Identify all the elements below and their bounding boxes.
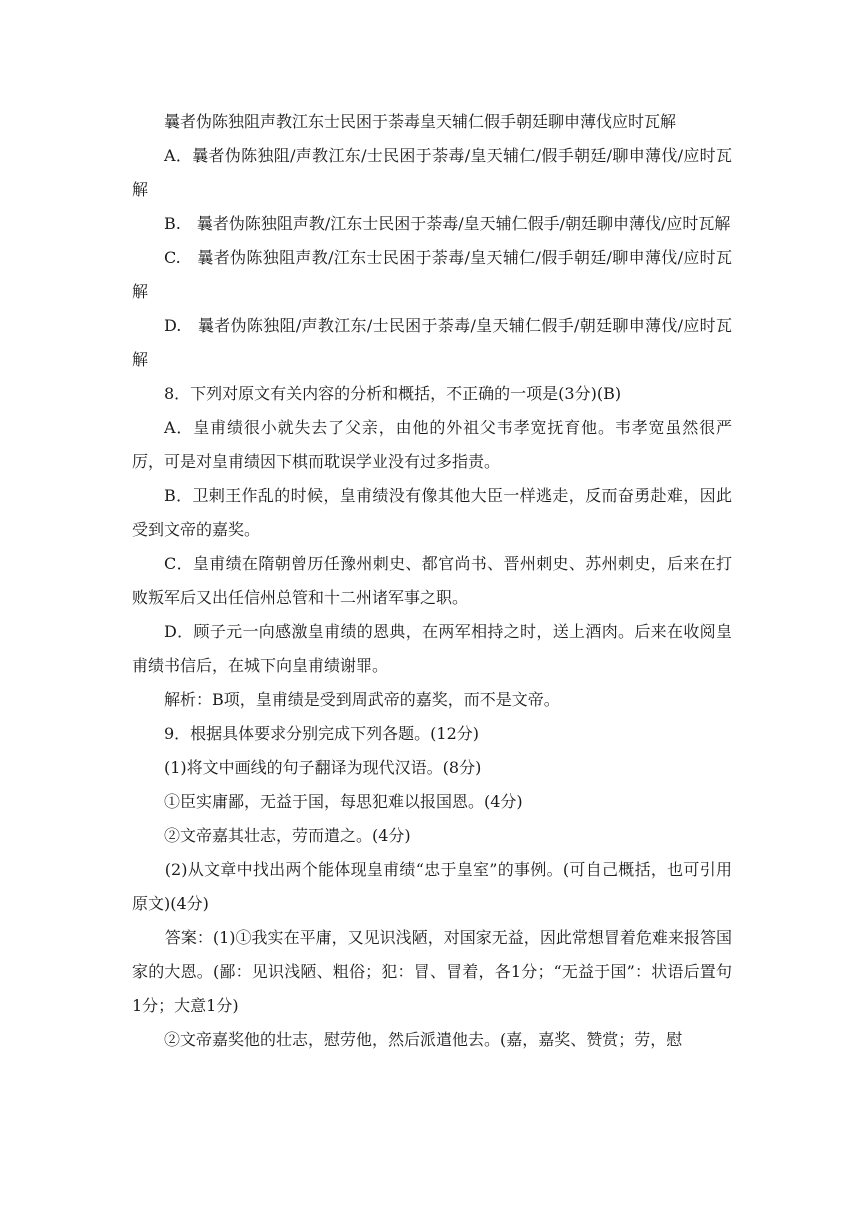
question-8-option-a: A．皇甫绩很小就失去了父亲，由他的外祖父韦孝宽抚育他。韦孝宽虽然很严厉，可是对皇甫绩因下棋而耽误学业没有过多指责。 [132, 418, 732, 471]
question-8-option-c: C．皇甫绩在隋朝曾历任豫州刺史、都官尚书、晋州刺史、苏州刺史，后来在打败叛军后又出任信州总管和十二州诸军事之职。 [132, 554, 732, 607]
question-9-part-2: (2)从文章中找出两个能体现皇甫绩“忠于皇室”的事例。(可自己概括，也可引用原文)(4分) [132, 860, 732, 913]
question-8-analysis: 解析：B项，皇甫绩是受到周武帝的嘉奖，而不是文帝。 [164, 690, 560, 709]
option-a: A．曩者伪陈独阻/声教江东/士民困于荼毒/皇天辅仁/假手朝廷/聊申薄伐/应时瓦解 [132, 146, 732, 199]
question-9-sentence-1: ①臣实庸鄙，无益于国，每思犯难以报国恩。(4分) [164, 792, 523, 811]
option-d: D. 曩者伪陈独阻/声教江东/士民困于荼毒/皇天辅仁假手/朝廷聊申薄伐/应时瓦解 [132, 316, 732, 369]
option-c: C. 曩者伪陈独阻声教/江东士民困于荼毒/皇天辅仁/假手朝廷/聊申薄伐/应时瓦解 [132, 248, 732, 301]
question-8: 8．下列对原文有关内容的分析和概括，不正确的一项是(3分)(B) [164, 384, 622, 403]
option-b: B. 曩者伪陈独阻声教/江东士民困于荼毒/皇天辅仁假手/朝廷聊申薄伐/应时瓦解 [164, 214, 731, 233]
answer-9-part-1: 答案：(1)①我实在平庸，又见识浅陋，对国家无益，因此常想冒着危难来报答国家的大恩。(鄙：见识浅陋、粗俗；犯：冒、冒着，各1分；“无益于国”：状语后置句1分；大意1分) [132, 928, 732, 1015]
question-8-option-d: D．顾子元一向感激皇甫绩的恩典，在两军相持之时，送上酒肉。后来在收阅皇甫绩书信后，在城下向皇甫绩谢罪。 [132, 622, 732, 675]
question-9-sentence-2: ②文帝嘉其壮志，劳而遣之。(4分) [164, 826, 411, 845]
document-body [132, 105, 732, 1057]
answer-9-sentence-2: ②文帝嘉奖他的壮志，慰劳他，然后派遣他去。(嘉，嘉奖、赞赏；劳，慰 [164, 1030, 683, 1049]
question-8-option-b: B．卫剌王作乱的时候，皇甫绩没有像其他大臣一样逃走，反而奋勇赴难，因此受到文帝的嘉奖。 [132, 486, 732, 539]
question-9-part-1: (1)将文中画线的句子翻译为现代汉语。(8分) [164, 758, 482, 777]
question-9: 9．根据具体要求分别完成下列各题。(12分) [164, 724, 480, 743]
punctuation-question-stem: 曩者伪陈独阻声教江东士民困于荼毒皇天辅仁假手朝廷聊申薄伐应时瓦解 [164, 112, 677, 131]
